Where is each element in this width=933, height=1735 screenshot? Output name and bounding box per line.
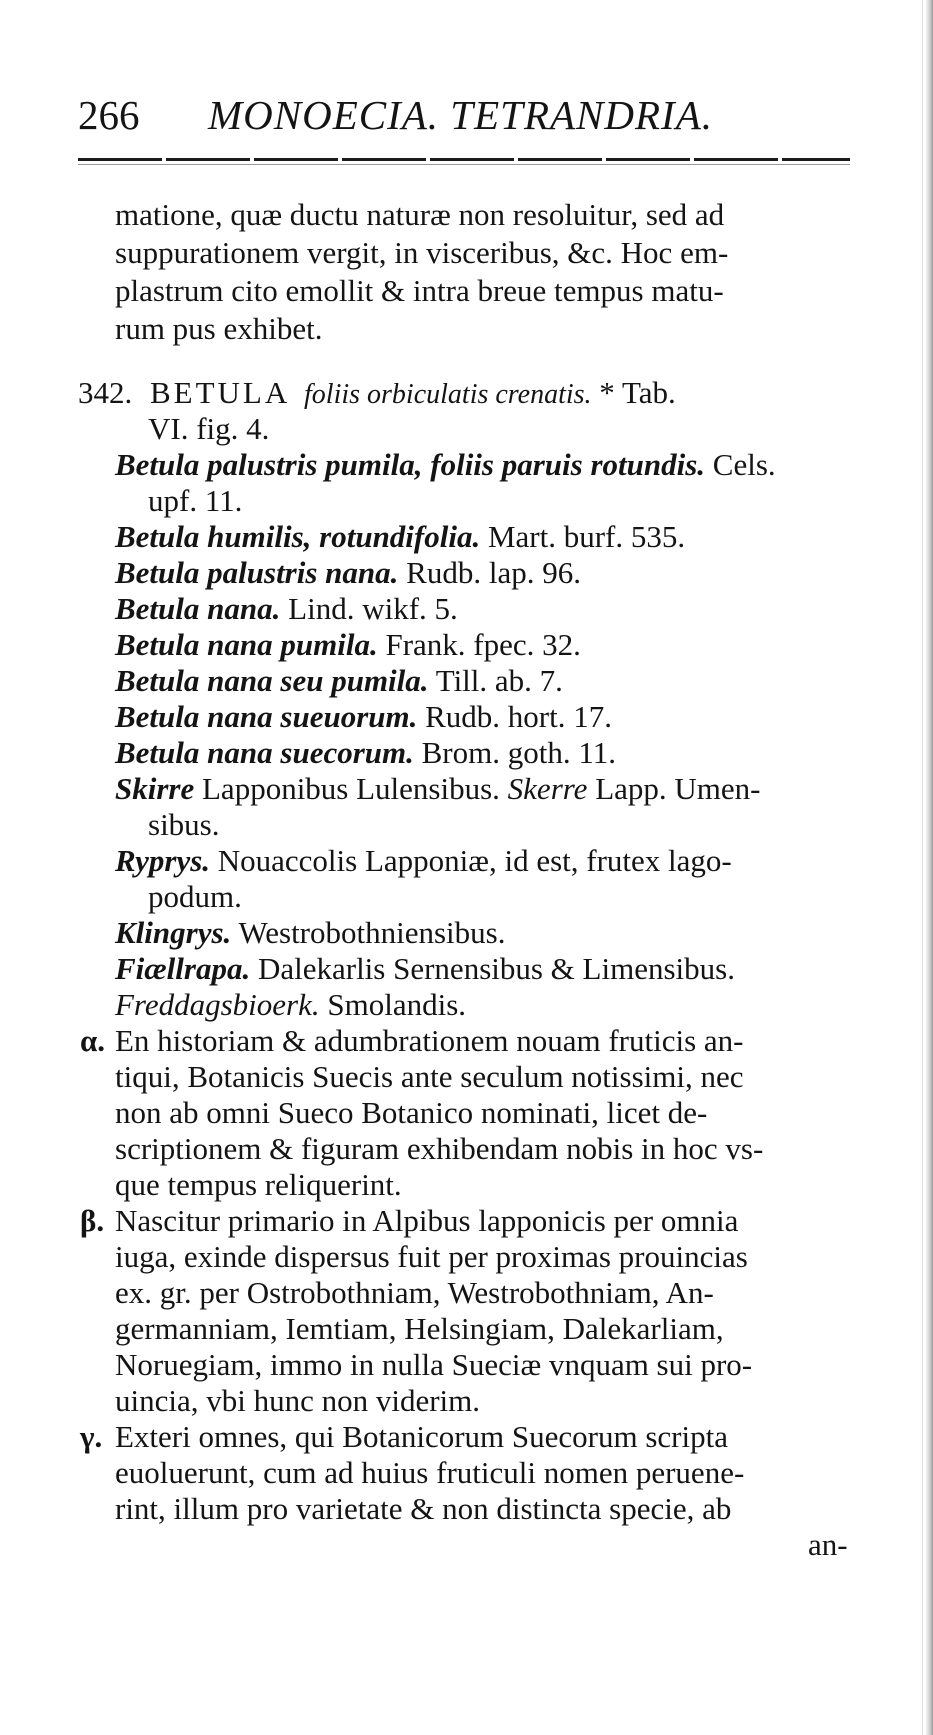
synonym-line: [115, 736, 616, 770]
synonym-reference: Mart. burf. 535.: [480, 519, 686, 554]
entry-number: 342.: [78, 375, 133, 410]
entry-heading: [78, 376, 676, 412]
note-line: germanniam, Iemtiam, Helsingiam, Dalekarliam,: [115, 1311, 724, 1346]
header-rule: [78, 158, 850, 161]
vernacular-reference: podum.: [148, 879, 242, 914]
intro-line: rum pus exhibet.: [115, 311, 323, 346]
synonym-line: [148, 484, 242, 518]
vernacular-name: Klingrys.: [115, 915, 232, 950]
vernacular-reference: Lapp. Umen-: [587, 771, 761, 806]
vernacular-reference: Lapponibus Lulensibus.: [194, 771, 508, 806]
note-line: ex. gr. per Ostrobothniam, Westrobothniam, An-: [115, 1275, 714, 1310]
vernacular-reference: Dalekarlis Sernensibus & Limensibus.: [250, 951, 735, 986]
intro-line: matione, quæ ductu naturæ non resoluitur, sed ad: [115, 197, 725, 232]
page-number: 266: [78, 92, 140, 138]
synonym-reference: Frank. fpec. 32.: [377, 627, 581, 662]
synonym-reference: Lind. wikf. 5.: [280, 591, 458, 626]
entry-reference-continued: VI. fig. 4.: [148, 411, 270, 446]
vernacular-line: [148, 880, 242, 914]
catchword: an-: [808, 1527, 848, 1562]
running-head: MONOECIA. TETRANDRIA.: [208, 92, 713, 138]
note-marker-beta: β.: [80, 1203, 105, 1238]
note-line: Noruegiam, immo in nulla Sueciæ vnquam sui pro-: [115, 1347, 753, 1382]
entry-diagnosis: foliis orbiculatis crenatis.: [304, 379, 592, 410]
vernacular-line: [148, 808, 220, 842]
synonym-reference: Brom. goth. 11.: [413, 735, 616, 770]
vernacular-line: [115, 988, 466, 1022]
synonym-line: [115, 628, 581, 662]
synonym-line: [115, 448, 776, 482]
note-line: Exteri omnes, qui Botanicorum Suecorum scripta: [115, 1419, 728, 1454]
synonym-name: Betula nana suecorum.: [115, 735, 414, 770]
synonym-reference: Cels.: [705, 447, 776, 482]
synonym-reference: upf. 11.: [148, 483, 243, 518]
note-line: En historiam & adumbrationem nouam fruticis an-: [115, 1023, 744, 1058]
synonym-line: [115, 556, 581, 590]
intro-line: suppurationem vergit, in visceribus, &c. Hoc em-: [115, 235, 729, 270]
vernacular-line: [115, 844, 732, 878]
synonym-name: Betula palustris nana.: [115, 555, 399, 590]
note-line: rint, illum pro varietate & non distincta specie, ab: [115, 1491, 732, 1526]
synonym-line: [115, 664, 563, 698]
entry-genus: BETULA: [150, 375, 291, 410]
synonym-name: Betula nana.: [115, 591, 281, 626]
page-edge-line: [922, 0, 923, 1735]
note-line: uincia, vbi hunc non viderim.: [115, 1383, 481, 1418]
synonym-name: Betula nana sueuorum.: [115, 699, 418, 734]
synonym-line: [115, 592, 458, 626]
intro-line: plastrum cito emollit & intra breue tempus matu-: [115, 273, 724, 308]
vernacular-reference: Nouaccolis Lapponiæ, id est, frutex lago-: [210, 843, 732, 878]
note-line: Nascitur primario in Alpibus lapponicis per omnia: [115, 1203, 739, 1238]
note-line: iuga, exinde dispersus fuit per proximas prouincias: [115, 1239, 748, 1274]
note-marker-alpha: α.: [80, 1023, 106, 1058]
vernacular-name: Skerre: [507, 771, 588, 806]
vernacular-name: Ryprys.: [115, 843, 211, 878]
vernacular-reference: sibus.: [148, 807, 220, 842]
vernacular-line: [115, 916, 505, 950]
note-line: non ab omni Sueco Botanico nominati, licet de-: [115, 1095, 708, 1130]
note-marker-gamma: γ.: [80, 1419, 103, 1454]
entry-reference: * Tab.: [599, 375, 676, 410]
synonym-line: [115, 700, 612, 734]
note-line: tiqui, Botanicis Suecis ante seculum notissimi, nec: [115, 1059, 744, 1094]
note-line: euoluerunt, cum ad huius fruticuli nomen peruene-: [115, 1455, 745, 1490]
synonym-name: Betula palustris pumila, foliis paruis rotundis.: [115, 447, 706, 482]
vernacular-line: [115, 772, 760, 806]
vernacular-reference: Westrobothniensibus.: [231, 915, 506, 950]
synonym-name: Betula humilis, rotundifolia.: [115, 519, 481, 554]
synonym-reference: Rudb. hort. 17.: [417, 699, 612, 734]
note-line: scriptionem & figuram exhibendam nobis in hoc vs-: [115, 1131, 764, 1166]
header-rule-thin: [78, 164, 850, 165]
vernacular-reference: Smolandis.: [319, 987, 467, 1022]
synonym-reference: Rudb. lap. 96.: [398, 555, 581, 590]
vernacular-name: Skirre: [115, 771, 195, 806]
vernacular-line: [115, 952, 735, 986]
synonym-name: Betula nana pumila.: [115, 627, 378, 662]
book-spine-shadow: [925, 0, 933, 1735]
synonym-reference: Till. ab. 7.: [428, 663, 563, 698]
synonym-name: Betula nana seu pumila.: [115, 663, 429, 698]
vernacular-name: Fiællrapa.: [115, 951, 251, 986]
note-line: que tempus reliquerint.: [115, 1167, 402, 1202]
synonym-line: [115, 520, 685, 554]
vernacular-name: Freddagsbioerk.: [115, 987, 320, 1022]
